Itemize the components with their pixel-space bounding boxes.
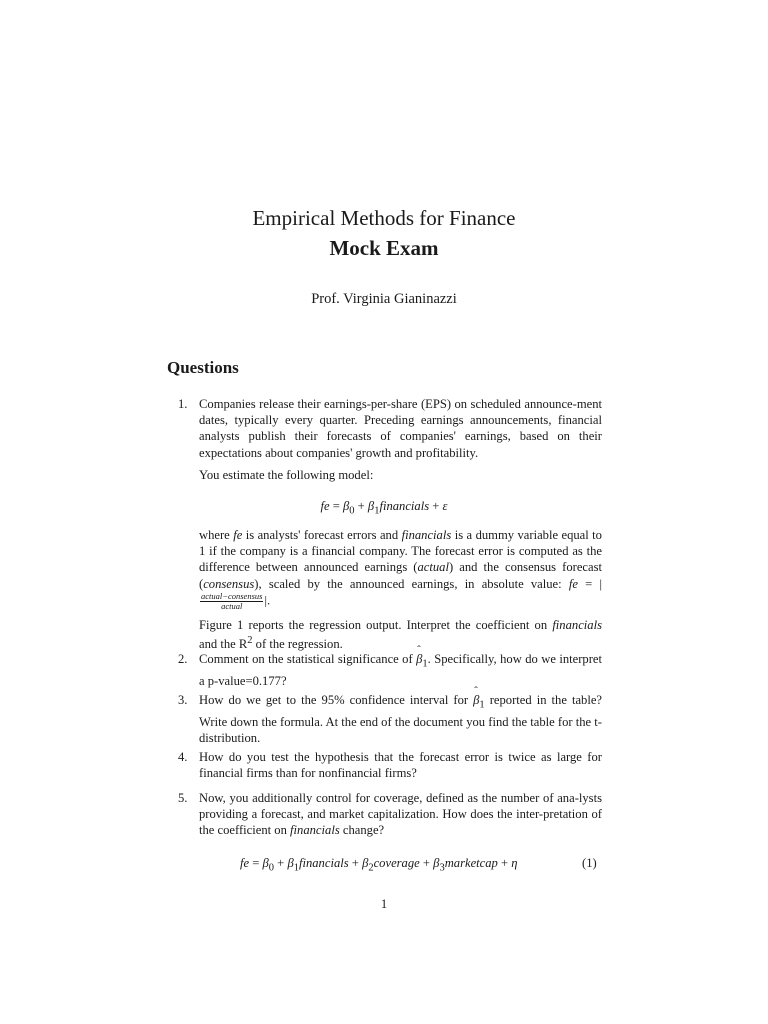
document-subtitle: Mock Exam bbox=[329, 236, 439, 260]
question-1-paragraph-3: where fe is analysts' forecast errors and financials is a dummy variable equal to 1 if the company is a financial company. The forecast error is computed as the difference between announced earnings (actual) and the consensus forecast (consensus), scaled by the announced earnings, in absolute value: fe = | $\frac{\text{actual−consensus}}{\text{actual}}$ |. bbox=[199, 528, 602, 611]
beta-hat-symbol: ˆ β bbox=[416, 651, 422, 667]
section-heading: Questions bbox=[167, 358, 239, 377]
question-1-paragraph-2: You estimate the following model: bbox=[199, 467, 374, 482]
document-title: Empirical Methods for Finance bbox=[252, 206, 516, 230]
question-1-paragraph-4: Figure 1 reports the regression output. Interpret the coefficient on financials and the $R^2$ of the regression. bbox=[199, 617, 602, 652]
equation-model-1: fe = $\beta_0$ + $\beta_1financials + \varepsilon$ bbox=[320, 499, 448, 517]
equation-model-2: fe = $\beta_0$ + $\beta_1financials$ + $\beta_2coverage$ + $\beta_3marketcap + \eta$ bbox=[240, 856, 518, 874]
question-1-paragraph-1: Companies release their earnings-per-share (EPS) on scheduled announce-ment dates, typically every quarter. Preceding earnings announcements, financial analysts publish their forecasts of companies' earnings, based on their expectations about companies' growth and profitability. bbox=[199, 397, 602, 460]
page-number: 1 bbox=[380, 897, 388, 911]
document-page: Empirical Methods for Finance Mock Exam Prof. Virginia Gianinazzi Questions 1. Companies release their earnings-per-share (EPS) on scheduled announce-ment dates, typically every quarter. Preceding earnings announcements, financial analysts publish their forecasts of companies' earnings, based on their expectations about companies' growth and profitability. You estimate the following model: fe = $\beta_0$ + $\beta_1financials + \varepsilon$ where fe is analysts' forecast errors and financials is a dummy variable equal to 1 if the company is a financial company. The forecast error is computed as the difference between announced earnings (actual) and the consensus forecast (consensus), scaled by the announced earnings, in absolute value: fe = | $\frac{\text{actual−consensus}}{\text{actual}}$ |. Figure 1 reports the regression output. Interpret the coefficient on financials and the $R^2$ of the regression. 2. Comment on the statistical significance of ˆ $\beta_1$. Specifically, how do we interpret a p-value=0.177? 3. How do we get to the 95% confidence interval for ˆ $\beta_1$ reported in the table? Write down the formula. At the end of the document you find the table for the t-distribution. 4. How do you test the hypothesis that the forecast error is twice as large for financial firms than for nonfinancial firms? 5. Now, you additionally control for coverage, defined as the number of ana-lysts providing a forecast, and market capitalization. How does the inter-pretation of the coefficient on financials change? fe = $\beta_0$ + $\beta_1financials$ + $\beta_2coverage$ + $\beta_3marketcap + \eta$ (1) 1 bbox=[0, 0, 768, 1024]
forecast-error-fraction: $\frac{\text{actual−consensus}}{\text{actual}}$ bbox=[201, 590, 263, 611]
author-line: Prof. Virginia Gianinazzi bbox=[311, 291, 457, 307]
beta-hat-symbol: ˆ β bbox=[473, 692, 479, 708]
equation-number: (1) bbox=[582, 856, 597, 870]
question-number: 1. bbox=[178, 397, 188, 411]
